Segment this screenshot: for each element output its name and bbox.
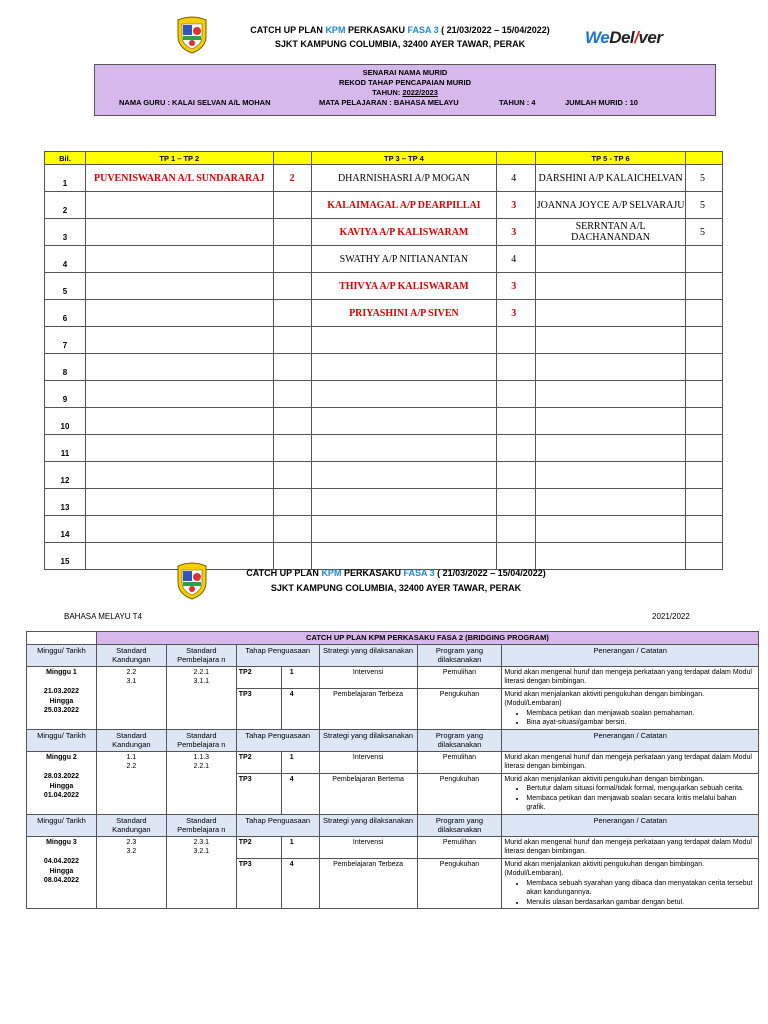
catatan-cell [502,858,759,909]
student-row [45,408,723,435]
plan-table [26,631,759,909]
subject-label: BAHASA MELAYU T4 [64,612,142,621]
score-cell [497,435,536,462]
name-cell [311,462,497,489]
sk-cell: 2.3 3.2 [96,836,166,909]
hdr-tp: Tahap Penguasaan [236,644,319,666]
score-cell [273,192,311,219]
score-cell [497,327,536,354]
name-cell [536,543,686,570]
minggu-label: Minggu 2 [46,753,77,761]
sp-cell: 2.2.1 3.1.1 [166,666,236,729]
date-to: 08.04.2022 [43,877,79,884]
info-tahun: TAHUN : 4 [499,98,536,107]
catatan-bullet: • Membaca petikan dan menjawab soalan secara kritis melalui bahan grafik. [526,794,756,813]
score-cell [273,327,311,354]
tp-cell: TP3 [236,688,281,729]
count-cell: 1 [281,666,319,688]
score-cell: 3 [497,300,536,327]
tp-cell: TP3 [236,858,281,909]
plan-title-row [27,632,759,645]
name-cell: JOANNA JOYCE A/P SELVARAJU [536,192,686,219]
hdr-program: Program yang dilaksanakan [417,729,502,751]
score-cell [497,381,536,408]
score-cell: 2 [273,165,311,192]
school-crest [174,16,210,59]
program-cell: Pengukuhan [417,688,502,729]
student-row [45,543,723,570]
score-cell: 3 [497,192,536,219]
score-cell: 4 [497,246,536,273]
header2-title: CATCH UP PLAN KPM PERKASAKU FASA 3 ( 21/03/2022 – 15/04/2022) [246,568,546,578]
name-cell: PUVENISWARAN A/L SUNDARARAJ [85,165,273,192]
score-cell [273,516,311,543]
name-cell: SERRNTAN A/L DACHANANDAN [536,219,686,246]
name-cell [536,489,686,516]
plan-header-row [27,729,759,751]
bil-cell: 3 [45,219,86,246]
hdr-sp: Standard Pembelajara n [166,644,236,666]
name-cell [85,192,273,219]
col-tp12-score [273,152,311,165]
bil-cell: 15 [45,543,86,570]
score-cell [497,543,536,570]
info-line2: REKOD TAHAP PENCAPAIAN MURID [338,78,472,87]
sp-cell: 1.1.3 2.2.1 [166,751,236,814]
name-cell: DARSHINI A/P KALAICHELVAN [536,165,686,192]
program-cell: Pengukuhan [417,858,502,909]
catatan-text: Murid akan menjalankan aktiviti pengukuhan dengan bimbingan. [504,775,705,783]
catatan-cell: Murid akan mengenal huruf dan mengeja perkataan yang terdapat dalam Modul literasi dengan bimbingan. [502,836,759,858]
name-cell [536,327,686,354]
name-cell [85,300,273,327]
student-row [45,327,723,354]
info-guru: NAMA GURU : KALAI SELVAN A/L MOHAN [119,98,271,107]
col-tp12: TP 1 – TP 2 [85,152,273,165]
bil-cell: 7 [45,327,86,354]
name-cell [536,273,686,300]
name-cell [85,462,273,489]
name-cell [85,408,273,435]
hdr-sk: Standard Kandungan [96,814,166,836]
hdr-sk: Standard Kandungan [96,644,166,666]
name-cell [85,327,273,354]
name-cell [311,327,497,354]
col-bil: Bil. [45,152,86,165]
hdr-strategi: Strategi yang dilaksanakan [319,729,417,751]
minggu-cell [27,751,97,814]
student-row [45,219,723,246]
score-cell [686,516,723,543]
info-subjek: MATA PELAJARAN : BAHASA MELAYU [319,98,459,107]
info-line4 [95,98,715,108]
session-label: 2021/2022 [652,612,690,621]
score-cell [497,516,536,543]
catatan-bullet: • Bertutur dalam situasi formal/tidak formal, mengujarkan sebuah cerita. [526,784,756,794]
score-cell: 3 [497,273,536,300]
student-row [45,516,723,543]
hdr-tp: Tahap Penguasaan [236,729,319,751]
strategi-cell: Pembelajaran Terbeza [319,688,417,729]
student-row [45,300,723,327]
catatan-bullet: • Membaca petikan dan menjawab soalan pemahaman. [526,709,756,719]
bil-cell: 10 [45,408,86,435]
name-cell [311,489,497,516]
bil-cell: 12 [45,462,86,489]
hdr-strategi: Strategi yang dilaksanakan [319,814,417,836]
catatan-list [504,784,756,813]
bil-cell: 2 [45,192,86,219]
header2-school: SJKT KAMPUNG COLUMBIA, 32400 AYER TAWAR, PERAK [270,583,522,593]
date-from: 28.03.2022 [43,773,79,780]
hdr-minggu: Minggu/ Tarikh [27,814,97,836]
score-cell [273,408,311,435]
name-cell [536,246,686,273]
score-cell [273,543,311,570]
bil-cell: 6 [45,300,86,327]
student-row [45,489,723,516]
header-title: CATCH UP PLAN KPM PERKASAKU FASA 3 ( 21/03/2022 – 15/04/2022) [250,25,550,35]
date-to: 25.03.2022 [43,707,79,714]
hdr-tp: Tahap Penguasaan [236,814,319,836]
name-cell [311,543,497,570]
strategi-cell: Intervensi [319,751,417,773]
minggu-label: Minggu 1 [46,668,77,676]
score-cell [273,435,311,462]
hdr-sk: Standard Kandungan [96,729,166,751]
count-cell: 1 [281,751,319,773]
hdr-catatan: Penerangan / Catatan [502,814,759,836]
name-cell: DHARNISHASRI A/P MOGAN [311,165,497,192]
bil-cell: 4 [45,246,86,273]
name-cell [311,354,497,381]
score-cell: 5 [686,219,723,246]
score-cell [273,381,311,408]
student-row [45,435,723,462]
date-hingga: Hingga [49,782,74,790]
score-cell [686,381,723,408]
sk-cell: 2.2 3.1 [96,666,166,729]
score-cell [686,246,723,273]
score-cell [686,327,723,354]
catatan-text: Murid akan menjalankan aktiviti pengukuhan dengan bimbingan. (Modul/Lembaran). [504,860,705,877]
info-box [94,64,716,116]
name-cell [85,354,273,381]
score-cell [686,408,723,435]
score-cell: 5 [686,192,723,219]
name-cell [536,516,686,543]
bil-cell: 1 [45,165,86,192]
info-line1: SENARAI NAMA MURID [362,68,448,77]
catatan-bullet: • Bina ayat-situasi/gambar bersiri. [526,718,756,728]
score-cell [273,219,311,246]
score-cell [497,354,536,381]
count-cell: 1 [281,836,319,858]
student-table-header [45,152,723,165]
name-cell [311,516,497,543]
plan-row-tp2 [27,836,759,858]
catatan-bullet: • Menulis ulasan berdasarkan gambar dengan betul. [526,898,756,908]
tp-cell: TP3 [236,773,281,814]
name-cell [536,381,686,408]
plan-title: CATCH UP PLAN KPM PERKASAKU FASA 2 (BRIDGING PROGRAM) [96,632,758,645]
wedeliver-logo: WeDel/ver [585,28,663,47]
info-line3: TAHUN: 2022/2023 [372,88,438,97]
name-cell [311,435,497,462]
program-cell: Pemulihan [417,666,502,688]
name-cell [85,246,273,273]
date-hingga: Hingga [49,867,74,875]
program-cell: Pemulihan [417,751,502,773]
catatan-bullet: • Membaca sebuah syarahan yang dibaca dan menyatakan cerita tersebut akan kandungannya. [526,879,756,898]
hdr-program: Program yang dilaksanakan [417,814,502,836]
count-cell: 4 [281,858,319,909]
hdr-strategi: Strategi yang dilaksanakan [319,644,417,666]
bil-cell: 13 [45,489,86,516]
plan-row-tp2 [27,666,759,688]
student-row [45,192,723,219]
score-cell [273,273,311,300]
program-cell: Pengukuhan [417,773,502,814]
count-cell: 4 [281,688,319,729]
score-cell [497,489,536,516]
catatan-cell [502,688,759,729]
col-tp34: TP 3 – TP 4 [311,152,497,165]
col-tp34-score [497,152,536,165]
sp-cell: 2.3.1 3.2.1 [166,836,236,909]
student-row [45,165,723,192]
bil-cell: 14 [45,516,86,543]
score-cell [686,462,723,489]
tp-cell: TP2 [236,666,281,688]
score-cell [686,543,723,570]
minggu-cell [27,666,97,729]
score-cell [273,246,311,273]
date-hingga: Hingga [49,697,74,705]
strategi-cell: Pembelajaran Bertema [319,773,417,814]
catatan-cell [502,773,759,814]
bil-cell: 8 [45,354,86,381]
name-cell: THIVYA A/P KALISWARAM [311,273,497,300]
minggu-cell [27,836,97,909]
strategi-cell: Intervensi [319,666,417,688]
name-cell [85,381,273,408]
plan-row-tp2 [27,751,759,773]
name-cell: KAVIYA A/P KALISWARAM [311,219,497,246]
score-cell [497,462,536,489]
catatan-list [504,879,756,908]
catatan-cell: Murid akan mengenal huruf dan mengeja perkataan yang terdapat dalam Modul literasi dengan bimbingan. [502,666,759,688]
student-row [45,273,723,300]
score-cell [686,273,723,300]
name-cell [536,300,686,327]
hdr-minggu: Minggu/ Tarikh [27,729,97,751]
score-cell [273,489,311,516]
tp-cell: TP2 [236,836,281,858]
tp-cell: TP2 [236,751,281,773]
student-row [45,381,723,408]
bil-cell: 9 [45,381,86,408]
hdr-sp: Standard Pembelajara n [166,814,236,836]
col-tp56: TP 5 - TP 6 [536,152,686,165]
plan-header-row [27,814,759,836]
name-cell: SWATHY A/P NITIANANTAN [311,246,497,273]
name-cell [536,435,686,462]
name-cell: PRIYASHINI A/P SIVEN [311,300,497,327]
name-cell [311,381,497,408]
student-row [45,354,723,381]
score-cell [686,489,723,516]
strategi-cell: Intervensi [319,836,417,858]
student-row [45,462,723,489]
score-cell [497,408,536,435]
score-cell [686,354,723,381]
student-table [44,151,723,570]
catatan-text: Murid akan menjalankan aktiviti pengukuhan dengan bimbingan. (Modul/Lembaran) [504,690,705,707]
sk-cell: 1.1 2.2 [96,751,166,814]
name-cell [536,354,686,381]
score-cell [273,300,311,327]
name-cell [85,435,273,462]
date-to: 01.04.2022 [43,792,79,799]
date-from: 21.03.2022 [43,688,79,695]
hdr-minggu: Minggu/ Tarikh [27,644,97,666]
bil-cell: 5 [45,273,86,300]
name-cell [85,219,273,246]
score-cell: 3 [497,219,536,246]
score-cell [686,300,723,327]
strategi-cell: Pembelajaran Terbeza [319,858,417,909]
name-cell [311,408,497,435]
name-cell [536,408,686,435]
header-school: SJKT KAMPUNG COLUMBIA, 32400 AYER TAWAR, PERAK [274,39,526,49]
count-cell: 4 [281,773,319,814]
minggu-label: Minggu 3 [46,838,77,846]
program-cell: Pemulihan [417,836,502,858]
name-cell [85,516,273,543]
date-from: 04.04.2022 [43,858,79,865]
info-jumlah: JUMLAH MURID : 10 [565,98,638,107]
hdr-catatan: Penerangan / Catatan [502,729,759,751]
score-cell [273,462,311,489]
hdr-catatan: Penerangan / Catatan [502,644,759,666]
name-cell [85,489,273,516]
student-row [45,246,723,273]
catatan-list [504,709,756,728]
name-cell [85,273,273,300]
catatan-cell: Murid akan mengenal huruf dan mengeja perkataan yang terdapat dalam Modul literasi dengan bimbingan. [502,751,759,773]
hdr-program: Program yang dilaksanakan [417,644,502,666]
score-cell [686,435,723,462]
name-cell [536,462,686,489]
score-cell [273,354,311,381]
name-cell: KALAIMAGAL A/P DEARPILLAI [311,192,497,219]
score-cell: 5 [686,165,723,192]
bil-cell: 11 [45,435,86,462]
col-tp56-score [686,152,723,165]
hdr-sp: Standard Pembelajara n [166,729,236,751]
plan-header-row [27,644,759,666]
score-cell: 4 [497,165,536,192]
